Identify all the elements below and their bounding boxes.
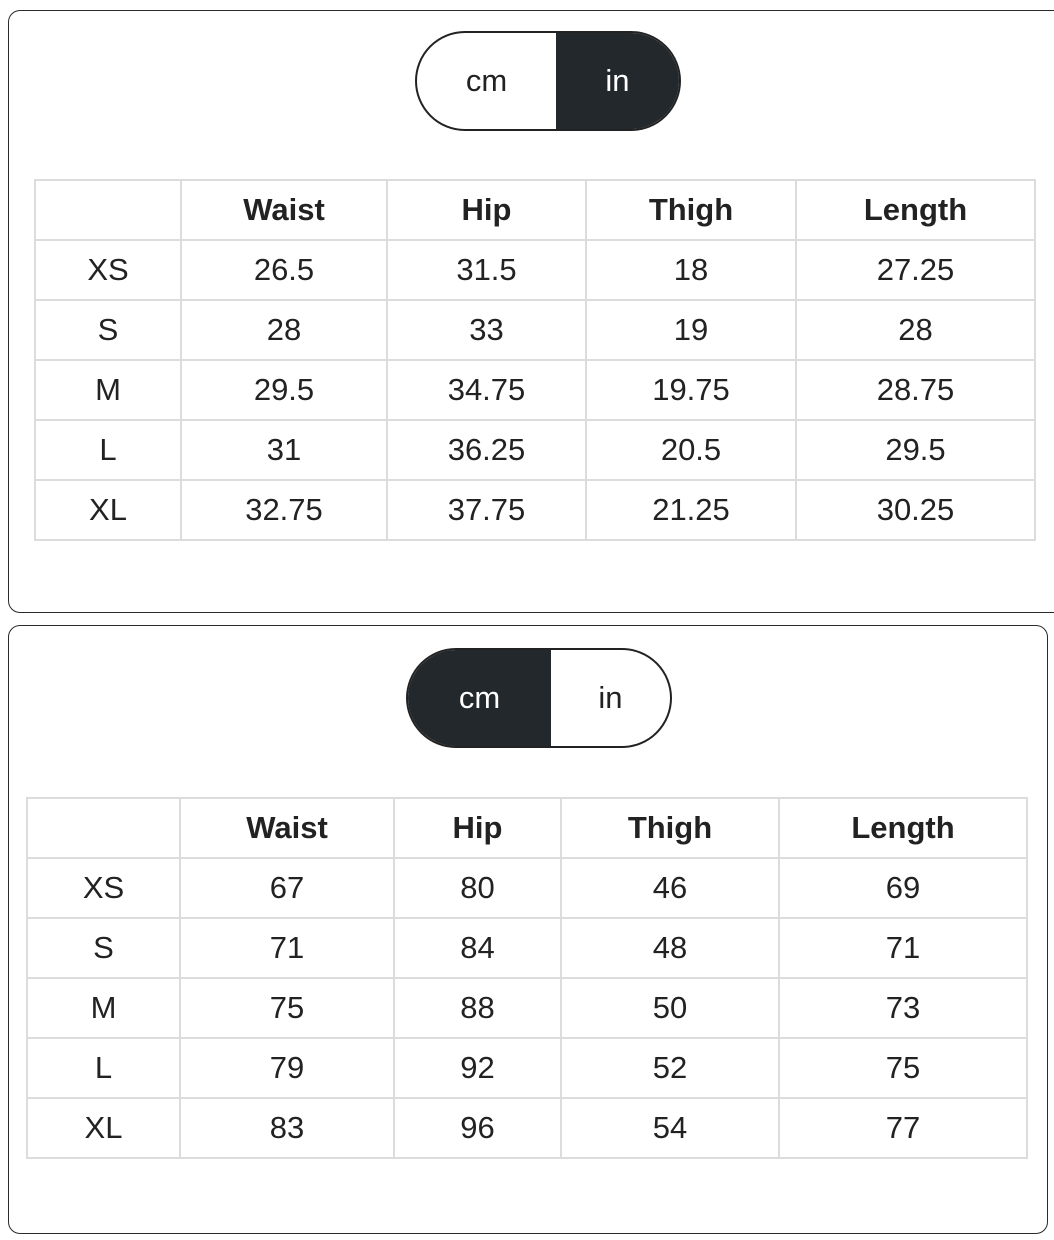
unit-option-in[interactable]: in	[598, 680, 623, 715]
cell-size: L	[35, 420, 181, 480]
cell-hip: 92	[394, 1038, 561, 1098]
cell-size: S	[35, 300, 181, 360]
cell-size: M	[35, 360, 181, 420]
cell-thigh: 48	[561, 918, 779, 978]
unit-option-in[interactable]: in	[556, 33, 679, 129]
cell-hip: 37.75	[387, 480, 586, 540]
table-row	[27, 1038, 1027, 1098]
cell-thigh: 19	[586, 300, 796, 360]
cell-size: XS	[35, 240, 181, 300]
cell-thigh: 50	[561, 978, 779, 1038]
table-header-row	[35, 180, 1035, 240]
cell-size: XL	[35, 480, 181, 540]
header-waist: Waist	[180, 798, 394, 858]
cell-waist: 28	[181, 300, 387, 360]
header-size	[27, 798, 180, 858]
table-row	[27, 918, 1027, 978]
cell-hip: 84	[394, 918, 561, 978]
header-length: Length	[796, 180, 1035, 240]
cell-waist: 67	[180, 858, 394, 918]
header-hip: Hip	[394, 798, 561, 858]
cell-hip: 88	[394, 978, 561, 1038]
cell-length: 27.25	[796, 240, 1035, 300]
cell-waist: 75	[180, 978, 394, 1038]
cell-hip: 31.5	[387, 240, 586, 300]
cell-length: 30.25	[796, 480, 1035, 540]
size-table	[34, 179, 1036, 541]
cell-thigh: 46	[561, 858, 779, 918]
header-waist: Waist	[181, 180, 387, 240]
cell-thigh: 52	[561, 1038, 779, 1098]
cell-waist: 31	[181, 420, 387, 480]
cell-length: 75	[779, 1038, 1027, 1098]
unit-toggle	[415, 31, 681, 131]
cell-size: XL	[27, 1098, 180, 1158]
table-row	[35, 480, 1035, 540]
cell-thigh: 54	[561, 1098, 779, 1158]
unit-toggle	[406, 648, 672, 748]
table-row	[27, 858, 1027, 918]
unit-option-cm[interactable]: cm	[465, 63, 508, 98]
table-header-row	[27, 798, 1027, 858]
header-thigh: Thigh	[561, 798, 779, 858]
cell-waist: 71	[180, 918, 394, 978]
cell-length: 28	[796, 300, 1035, 360]
cell-hip: 36.25	[387, 420, 586, 480]
cell-thigh: 21.25	[586, 480, 796, 540]
size-chart-panel-inches	[8, 10, 1054, 613]
cell-waist: 83	[180, 1098, 394, 1158]
cell-hip: 34.75	[387, 360, 586, 420]
cell-hip: 80	[394, 858, 561, 918]
header-size	[35, 180, 181, 240]
unit-option-cm[interactable]: cm	[408, 650, 551, 746]
cell-hip: 96	[394, 1098, 561, 1158]
cell-hip: 33	[387, 300, 586, 360]
table-row	[27, 978, 1027, 1038]
cell-length: 69	[779, 858, 1027, 918]
header-hip: Hip	[387, 180, 586, 240]
table-row	[27, 1098, 1027, 1158]
table-row	[35, 240, 1035, 300]
cell-length: 77	[779, 1098, 1027, 1158]
cell-thigh: 19.75	[586, 360, 796, 420]
cell-size: M	[27, 978, 180, 1038]
cell-waist: 26.5	[181, 240, 387, 300]
cell-thigh: 20.5	[586, 420, 796, 480]
header-thigh: Thigh	[586, 180, 796, 240]
cell-size: L	[27, 1038, 180, 1098]
table-row	[35, 360, 1035, 420]
table-row	[35, 300, 1035, 360]
table-row	[35, 420, 1035, 480]
size-table	[26, 797, 1028, 1159]
cell-waist: 32.75	[181, 480, 387, 540]
cell-length: 29.5	[796, 420, 1035, 480]
header-length: Length	[779, 798, 1027, 858]
cell-waist: 79	[180, 1038, 394, 1098]
cell-size: S	[27, 918, 180, 978]
size-chart-panel-centimeters	[8, 625, 1048, 1234]
cell-length: 28.75	[796, 360, 1035, 420]
cell-size: XS	[27, 858, 180, 918]
cell-waist: 29.5	[181, 360, 387, 420]
cell-thigh: 18	[586, 240, 796, 300]
cell-length: 73	[779, 978, 1027, 1038]
cell-length: 71	[779, 918, 1027, 978]
